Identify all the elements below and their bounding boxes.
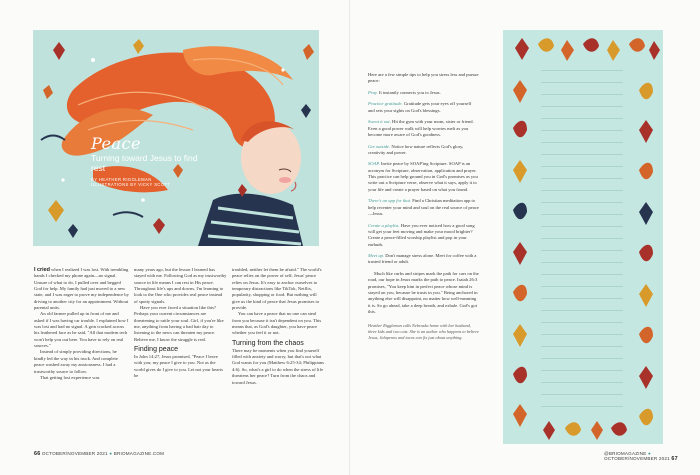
text-column-3 (232, 267, 324, 386)
tip-body: Find a Christian meditation app to help recenter your mind and soul on the real source of peace—Jesus. (368, 198, 479, 216)
website: @BRIOMAGAZINE (604, 451, 647, 456)
left-folio (34, 451, 164, 457)
closing-paragraph: Much like curbs and stripes mark the path for cars on the road, our hope in Jesus marks the path to peace. Isaiah 26:3 promises, "You keep him in perfect peace whose mind is stayed on you, because he trusts in you." Being anchored in anything else will disappoint, no matter how well-meaning it is. So go ahead, take a deep breath, and exhale. God's got this. (368, 270, 479, 314)
tip-body: Don't manage stress alone. Meet for coffee with a trusted friend or adult. (368, 253, 477, 265)
separator-dot-icon: ● (647, 451, 651, 456)
tip-title: Pray. (368, 89, 378, 95)
tip-body: It instantly connects you to Jesus. (378, 89, 441, 95)
tip-title: Get outside. (368, 143, 391, 149)
right-leaf-column (639, 83, 653, 426)
article-title: Peace (91, 134, 141, 153)
paragraph (34, 267, 129, 311)
paragraph: Have you ever faced a situation like this? Perhaps your current circumstances are threatening to rattle your soul. Girl, if you're like me, anything from having a bad hair day to listening to the news can threaten my peace. Believe me, I know the struggle is real. (134, 305, 224, 342)
page-number: 67 (671, 456, 678, 462)
tip-item (368, 119, 479, 138)
tip-item (368, 223, 479, 248)
tip-title: Sweat it out. (368, 119, 391, 125)
tip-body: Hit the gym with your mom, sister or friend. Even a good power walk will help worries melt as you become more aware of God's goodness. (368, 119, 474, 137)
girl-with-leaves-artwork (33, 30, 319, 246)
paragraph: There may be moments when you find yourself filled with anxiety and worry, but that's not what God wants for you (Matthew 6:25-34; Philippians 4:6). So, what's a girl to do when the stress of life threatens her peace? Turn from the chaos and toward Jesus. (232, 347, 324, 385)
paragraph: An old farmer pulled up in front of me and asked if I was having car trouble. I explained how I was lost and had no signal. A grin cracked across his leathered face as he said, "All that modern tech won't help you out here. You have to rely on real sources." (34, 311, 129, 349)
paragraph: troubled, neither let them be afraid." The world's peace relies on the power of self; Jesus' peace relies on Jesus. It's easy to anchor ourselves to temporary distractions like TikTok, Netflix, popularity, shopping or food. But nothing will give us the kind of peace that Jesus promises to provide. (232, 267, 322, 311)
drop-lead: I cried (34, 267, 50, 273)
paragraph-text: when I realized I was lost. With trembling hands I checked my phone again—no signal. Unsure of what to do, I pulled over and begged God for help. My family had just moved to a new state, and I was eager to prove my independence by driving to another city for an appointment. Without parental units. (34, 267, 129, 311)
text-column-1 (34, 267, 129, 381)
website: BRIOMAGAZINE.COM (113, 451, 165, 456)
article-subtitle: Turning toward Jesus to find rest (91, 153, 198, 173)
tip-title: There's an app for that. (368, 198, 412, 204)
tip-title: Create a playlist. (368, 222, 400, 228)
paragraph: In John 14:27, Jesus promised, "Peace I leave with you; my peace I give to you. Not as the world gives do I give to you. Let not your hearts be (134, 354, 223, 379)
issue-date: OCTOBER/NOVEMBER 2021 (604, 456, 670, 461)
tip-title: Meet up. (368, 253, 385, 259)
left-leaf-column (513, 80, 527, 427)
author-credit: BY HEATHER RIGGLEMAN (91, 177, 152, 182)
article-byline (91, 177, 170, 187)
text-column-2 (134, 267, 227, 380)
journal-panel (503, 30, 663, 444)
illustrator-credit: ILLUSTRATIONS BY VICKY SCOTT (91, 182, 171, 187)
tip-title: SOAP. (368, 161, 380, 167)
separator-dot-icon: ● (109, 451, 113, 456)
tips-column (368, 72, 479, 340)
paragraph: Instead of simply providing directions, he kindly led the way in his truck. And complete peace washed away my anxiousness. I had a trustworthy source to follow. (34, 349, 118, 374)
top-leaf-row (515, 38, 660, 61)
tip-body: Invite peace by SOAP'ing Scripture. SOAP is an acronym for Scripture, observation, application and prayer. This practice can help ground you in God's promises as you write out a Scripture verse, observe what it says, apply it to your life and create a prayer based on what you found. (368, 161, 478, 192)
paragraph: many years ago, but the lesson I learned has stayed with me. Following God as my trustworthy source in life means I can rest in His peace. Throughout life's ups and downs, I'm learning to look to the One who provides real peace instead of spotty signals. (134, 267, 227, 304)
right-folio (604, 451, 700, 462)
section-heading: Turning from the chaos (232, 339, 304, 347)
bottom-leaf-row (543, 421, 627, 440)
issue-date: OCTOBER/NOVEMBER 2021 (41, 451, 108, 456)
tip-item (368, 161, 479, 193)
page-gutter (349, 0, 351, 475)
hero-illustration (33, 30, 319, 246)
tip-item (368, 198, 479, 217)
tip-item (368, 144, 479, 157)
tip-item (368, 90, 479, 96)
tip-body: Have you ever noticed how a good song will get your feet moving and make your mood brighter? Create a peace-filled worship playlist and pop in your earbuds. (368, 222, 475, 247)
tip-item (368, 253, 479, 266)
tips-intro: Here are a few simple tips to help you stress less and pursue peace: (368, 72, 479, 84)
author-bio: Heather Riggleman calls Nebraska home with her husband, three kids and two cats. She is an author who happens to believe Jesus, Jalapenos and tacos can fix just about anything. (368, 323, 479, 340)
paragraph: That getting lost experience was (40, 374, 100, 380)
paragraph: You can have a peace that no one can steal from you because it isn't dependent on you. This means that, as God's daughter, you have peace whether you feel it or not. (232, 311, 322, 336)
tip-body: Notice how nature reflects God's glory, creativity and power. (368, 143, 464, 155)
tip-item (368, 101, 479, 114)
leaf-border-art (503, 30, 663, 444)
tip-body: Gratitude gets your eyes off yourself and sets your sights on God's blessings. (368, 101, 472, 113)
tip-title: Practice gratitude. (368, 101, 403, 107)
section-heading: Finding peace (134, 346, 178, 354)
page-number: 66 (34, 451, 41, 457)
